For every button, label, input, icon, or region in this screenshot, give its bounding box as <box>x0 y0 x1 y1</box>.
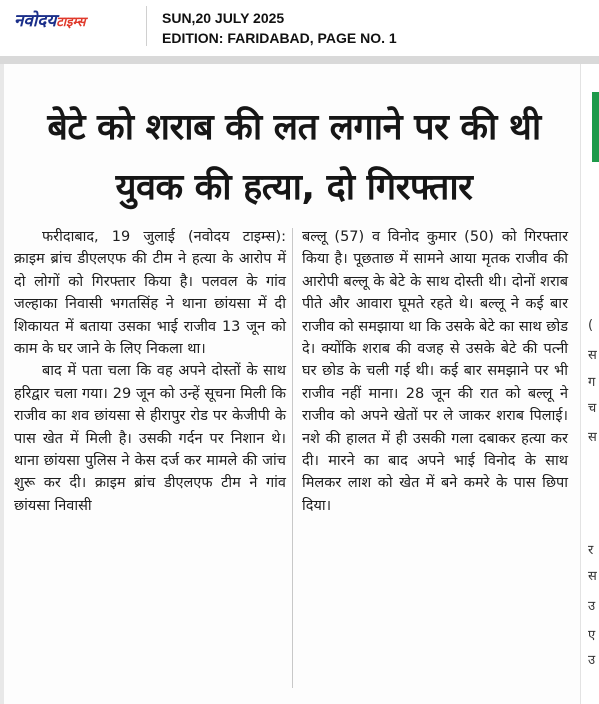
header-separator <box>146 6 147 46</box>
column-divider <box>292 228 293 688</box>
article-column-1 <box>14 226 286 517</box>
adjacent-char: स <box>588 430 597 445</box>
adjacent-green-bar <box>592 92 599 162</box>
adjacent-char: उ <box>588 599 596 614</box>
adjacent-char: ग <box>588 375 596 390</box>
paragraph: बाद में पता चला कि वह अपने दोस्तों के साथ हरिद्वार चला गया। 29 जून को उन्हें सूचना मिली कि राजीव का शव छांयसा से हीरापुर रोड पर केजीपी के पास खेत में मिली है। उसकी गर्दन पर निशान थे। थाना छांयसा पुलिस ने केस दर्ज कर मामले की जांच शुरू कर दी। क्राइम ब्रांच डीएलएफ टीम ने गांव छांयसा निवासी <box>14 363 286 514</box>
edition-info <box>162 8 397 48</box>
adjacent-char: स <box>588 569 597 584</box>
adjacent-char: ए <box>588 628 596 643</box>
logo-main: नवोदय <box>14 11 57 31</box>
article-headline: बेटे को शराब की लत लगाने पर की थी युवक की हत्या, दो गिरफ्तार <box>47 107 541 208</box>
edition-details: EDITION: FARIDABAD, PAGE NO. 1 <box>162 30 397 46</box>
clipping-left-edge <box>0 64 4 704</box>
newspaper-logo <box>14 8 86 31</box>
adjacent-char: स <box>588 348 597 363</box>
adjacent-char: च <box>588 401 597 416</box>
article-column-2 <box>302 226 568 517</box>
edition-date: SUN,20 JULY 2025 <box>162 10 285 26</box>
adjacent-char: ( <box>588 318 594 333</box>
adjacent-char: र <box>588 543 594 558</box>
page-header <box>0 0 599 56</box>
paragraph: बल्लू (57) व विनोद कुमार (50) को गिरफ्तार किया है। पूछताछ में सामने आया मृतक राजीव की आरोपी बल्लू के बेटे के साथ दोस्ती थी। दोनों शराब पीते और आवारा घूमते रहते थे। बल्लू ने कई बार राजीव को समझाया था कि उसके बेटे का साथ छोड दे। क्योंकि शराब की वजह से उसके बेटे की पत्नी घर छोड के चली गई थी। कई बार समझाने पर भी राजीव नहीं माना। 28 जून की रात को बल्लू ने राजीव को अपने खेतों पर ले जाकर शराब पिलाई। नशे की हालत में ही उसकी गला दबाकर हत्या कर दी। मारने का बाद अपने भाई विनोद के साथ मिलकर लाश को खेत में बने कमरे के पास छिपा दिया। <box>302 229 568 514</box>
logo-sub: टाइम्स <box>56 15 86 30</box>
header-rule <box>0 56 599 64</box>
paragraph: फरीदाबाद, 19 जुलाई (नवोदय टाइम्स): क्राइम ब्रांच डीएलएफ की टीम ने हत्या के आरोप में दो लोगों को गिरफ्तार किया है। पलवल के गांव जल्हाका निवासी भगतसिंह ने थाना छांयसा में दी शिकायत में बताया उसका भाई राजीव 13 जून को काम के घर जाने के लिए निकला था। <box>14 229 286 358</box>
adjacent-char: उ <box>588 653 596 668</box>
